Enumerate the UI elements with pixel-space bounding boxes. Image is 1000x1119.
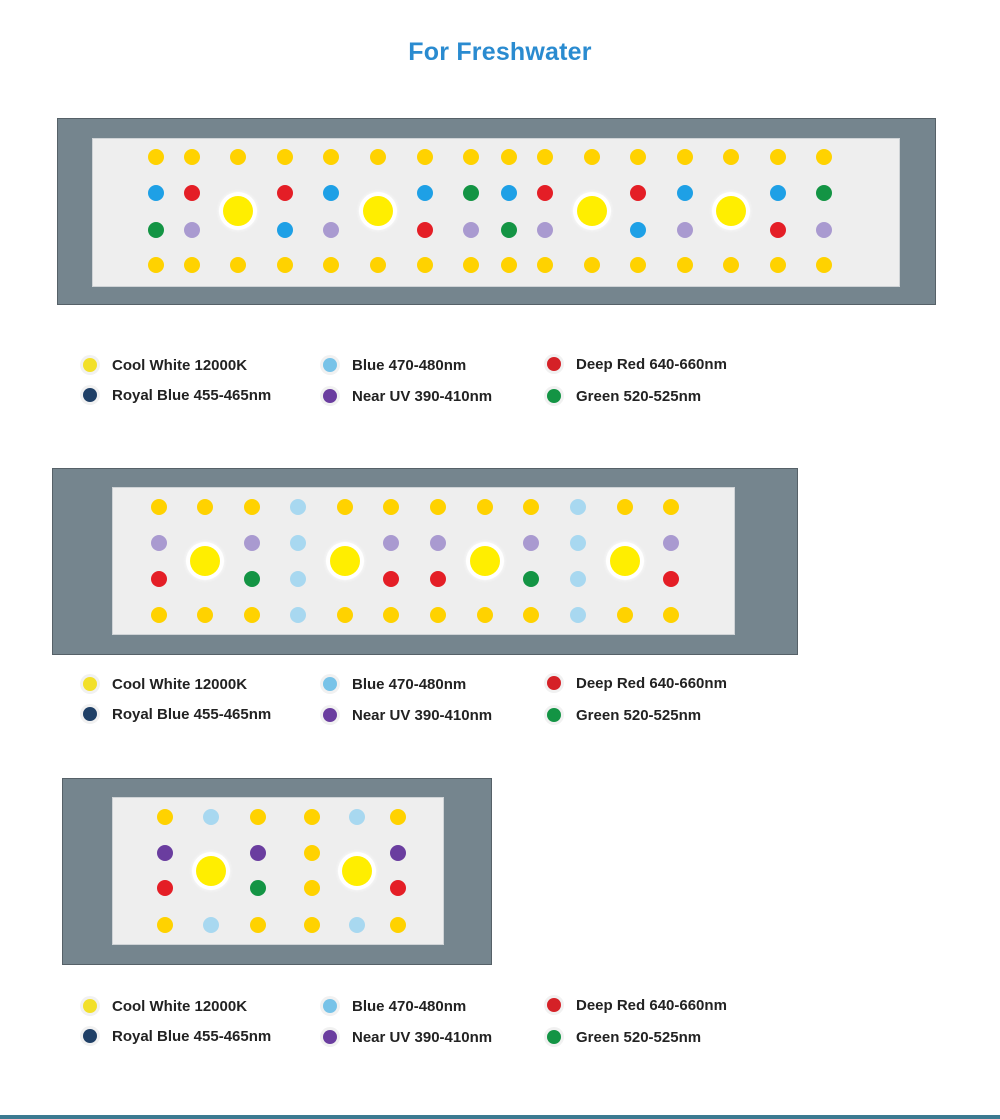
blue-led xyxy=(148,185,164,201)
legend-item-green xyxy=(547,704,701,726)
page-title: For Freshwater xyxy=(408,38,592,66)
cool-white-led xyxy=(390,809,406,825)
cool-white-led xyxy=(277,149,293,165)
deep-red-led xyxy=(277,185,293,201)
blue-dot-icon xyxy=(323,358,337,372)
legend-label: Green 520-525nm xyxy=(576,1028,702,1046)
cool-white-led xyxy=(157,809,173,825)
legend-item-deep-red xyxy=(547,672,727,694)
near-uv-led xyxy=(184,222,200,238)
cool-white-led xyxy=(383,499,399,515)
legend-label: Cool White 12000K xyxy=(112,997,248,1015)
blue-dot-icon xyxy=(323,999,337,1013)
cool-white-large-led xyxy=(223,196,253,226)
green-led xyxy=(816,185,832,201)
legend-item-green xyxy=(547,385,701,407)
green-dot-icon xyxy=(547,1030,561,1044)
cool-white-led xyxy=(477,499,493,515)
legend-item-deep-red xyxy=(547,353,727,375)
cool-white-led xyxy=(277,257,293,273)
cool-white-led xyxy=(250,809,266,825)
cool-white-led xyxy=(157,917,173,933)
cool-white-led xyxy=(197,607,213,623)
cool-white-led xyxy=(663,499,679,515)
cool-white-led xyxy=(463,149,479,165)
cool-white-led xyxy=(501,149,517,165)
legend-item-royal-blue xyxy=(83,1025,271,1047)
cool-white-large-led xyxy=(330,546,360,576)
blue-led xyxy=(570,571,586,587)
cool-white-large-led xyxy=(577,196,607,226)
legend-item-near-uv xyxy=(323,385,492,407)
near-uv-led xyxy=(430,535,446,551)
legend-label: Cool White 12000K xyxy=(112,356,248,374)
cool-white-large-led xyxy=(470,546,500,576)
blue-led xyxy=(570,607,586,623)
near-uv-led xyxy=(383,535,399,551)
cool-white-led xyxy=(148,149,164,165)
near-uv-led xyxy=(323,222,339,238)
cool-white-led xyxy=(816,149,832,165)
cool-white-led xyxy=(816,257,832,273)
deep-red-led xyxy=(430,571,446,587)
cool-white-led xyxy=(230,149,246,165)
cool-white-led xyxy=(584,149,600,165)
cool-white-led xyxy=(304,809,320,825)
cool-white-led xyxy=(304,880,320,896)
cool-white-led xyxy=(584,257,600,273)
blue-led xyxy=(290,571,306,587)
cool-white-led xyxy=(370,257,386,273)
blue-led xyxy=(349,917,365,933)
cool-white-led xyxy=(677,149,693,165)
cool-white-led xyxy=(337,607,353,623)
deep-red-led xyxy=(417,222,433,238)
cool-white-led xyxy=(770,257,786,273)
cool-white-led xyxy=(184,257,200,273)
deep-red-led xyxy=(770,222,786,238)
cool-white-led xyxy=(723,257,739,273)
cool-white-led xyxy=(417,149,433,165)
cool-white-led xyxy=(370,149,386,165)
cool-white-led xyxy=(663,607,679,623)
footer-divider xyxy=(0,1115,1000,1119)
cool-white-led xyxy=(304,917,320,933)
green-led xyxy=(501,222,517,238)
cool-white-large-led xyxy=(196,856,226,886)
deep-red-led xyxy=(663,571,679,587)
legend-label: Deep Red 640-660nm xyxy=(576,355,727,373)
legend-item-cool-white xyxy=(83,995,247,1017)
cool-white-led xyxy=(537,257,553,273)
led-panel-medium xyxy=(112,487,735,635)
blue-led xyxy=(417,185,433,201)
near-uv-led xyxy=(537,222,553,238)
near-uv-dot-icon xyxy=(323,389,337,403)
deep-red-dot-icon xyxy=(547,357,561,371)
legend-label: Cool White 12000K xyxy=(112,675,248,693)
cool-white-large-led xyxy=(363,196,393,226)
legend-label: Royal Blue 455-465nm xyxy=(112,1027,272,1045)
cool-white-dot-icon xyxy=(83,358,97,372)
near-uv-led xyxy=(250,845,266,861)
green-dot-icon xyxy=(547,708,561,722)
legend-item-blue xyxy=(323,354,466,376)
near-uv-led xyxy=(463,222,479,238)
deep-red-led xyxy=(151,571,167,587)
legend-label: Deep Red 640-660nm xyxy=(576,674,727,692)
led-panel-large xyxy=(92,138,900,287)
cool-white-led xyxy=(148,257,164,273)
legend-item-blue xyxy=(323,995,466,1017)
deep-red-led xyxy=(157,880,173,896)
cool-white-large-led xyxy=(190,546,220,576)
legend-item-royal-blue xyxy=(83,703,271,725)
cool-white-led xyxy=(151,499,167,515)
cool-white-led xyxy=(244,607,260,623)
near-uv-led xyxy=(244,535,260,551)
royal-blue-dot-icon xyxy=(83,388,97,402)
near-uv-dot-icon xyxy=(323,708,337,722)
cool-white-led xyxy=(337,499,353,515)
cool-white-led xyxy=(244,499,260,515)
legend-label: Near UV 390-410nm xyxy=(352,387,493,405)
blue-led xyxy=(290,499,306,515)
cool-white-led xyxy=(323,257,339,273)
cool-white-led xyxy=(463,257,479,273)
deep-red-led xyxy=(184,185,200,201)
green-led xyxy=(250,880,266,896)
cool-white-led xyxy=(197,499,213,515)
blue-led xyxy=(501,185,517,201)
blue-led xyxy=(677,185,693,201)
deep-red-dot-icon xyxy=(547,676,561,690)
near-uv-dot-icon xyxy=(323,1030,337,1044)
legend-item-near-uv xyxy=(323,1026,492,1048)
royal-blue-dot-icon xyxy=(83,1029,97,1043)
legend-label: Blue 470-480nm xyxy=(352,356,467,374)
legend-label: Near UV 390-410nm xyxy=(352,706,493,724)
legend-item-cool-white xyxy=(83,354,247,376)
cool-white-led xyxy=(390,917,406,933)
green-dot-icon xyxy=(547,389,561,403)
cool-white-led xyxy=(417,257,433,273)
near-uv-led xyxy=(816,222,832,238)
cool-white-led xyxy=(677,257,693,273)
near-uv-led xyxy=(677,222,693,238)
cool-white-led xyxy=(430,607,446,623)
cool-white-dot-icon xyxy=(83,999,97,1013)
legend-label: Green 520-525nm xyxy=(576,706,702,724)
cool-white-led xyxy=(723,149,739,165)
blue-led xyxy=(203,917,219,933)
cool-white-led xyxy=(430,499,446,515)
legend-label: Blue 470-480nm xyxy=(352,675,467,693)
blue-led xyxy=(290,535,306,551)
cool-white-led xyxy=(230,257,246,273)
legend-item-royal-blue xyxy=(83,384,271,406)
royal-blue-dot-icon xyxy=(83,707,97,721)
cool-white-led xyxy=(630,257,646,273)
cool-white-led xyxy=(184,149,200,165)
deep-red-led xyxy=(383,571,399,587)
legend-label: Green 520-525nm xyxy=(576,387,702,405)
blue-led xyxy=(203,809,219,825)
cool-white-dot-icon xyxy=(83,677,97,691)
cool-white-led xyxy=(304,845,320,861)
near-uv-led xyxy=(157,845,173,861)
cool-white-led xyxy=(477,607,493,623)
blue-led xyxy=(290,607,306,623)
legend-item-cool-white xyxy=(83,673,247,695)
blue-led xyxy=(277,222,293,238)
legend-item-green xyxy=(547,1026,701,1048)
cool-white-led xyxy=(250,917,266,933)
cool-white-led xyxy=(630,149,646,165)
legend-label: Royal Blue 455-465nm xyxy=(112,386,272,404)
deep-red-led xyxy=(630,185,646,201)
cool-white-led xyxy=(537,149,553,165)
near-uv-led xyxy=(663,535,679,551)
green-led xyxy=(148,222,164,238)
legend-item-deep-red xyxy=(547,994,727,1016)
blue-led xyxy=(570,535,586,551)
legend-item-blue xyxy=(323,673,466,695)
deep-red-led xyxy=(390,880,406,896)
near-uv-led xyxy=(523,535,539,551)
cool-white-large-led xyxy=(342,856,372,886)
near-uv-led xyxy=(151,535,167,551)
green-led xyxy=(244,571,260,587)
green-led xyxy=(463,185,479,201)
cool-white-led xyxy=(770,149,786,165)
cool-white-led xyxy=(617,607,633,623)
cool-white-led xyxy=(523,607,539,623)
green-led xyxy=(523,571,539,587)
blue-led xyxy=(349,809,365,825)
cool-white-led xyxy=(323,149,339,165)
legend-label: Royal Blue 455-465nm xyxy=(112,705,272,723)
deep-red-led xyxy=(537,185,553,201)
blue-led xyxy=(630,222,646,238)
legend-label: Deep Red 640-660nm xyxy=(576,996,727,1014)
cool-white-led xyxy=(501,257,517,273)
cool-white-led xyxy=(383,607,399,623)
legend-item-near-uv xyxy=(323,704,492,726)
near-uv-led xyxy=(390,845,406,861)
blue-led xyxy=(323,185,339,201)
cool-white-large-led xyxy=(716,196,746,226)
blue-led xyxy=(570,499,586,515)
cool-white-led xyxy=(523,499,539,515)
led-panel-small xyxy=(112,797,444,945)
legend-label: Blue 470-480nm xyxy=(352,997,467,1015)
deep-red-dot-icon xyxy=(547,998,561,1012)
legend-label: Near UV 390-410nm xyxy=(352,1028,493,1046)
blue-led xyxy=(770,185,786,201)
cool-white-led xyxy=(617,499,633,515)
cool-white-led xyxy=(151,607,167,623)
cool-white-large-led xyxy=(610,546,640,576)
blue-dot-icon xyxy=(323,677,337,691)
